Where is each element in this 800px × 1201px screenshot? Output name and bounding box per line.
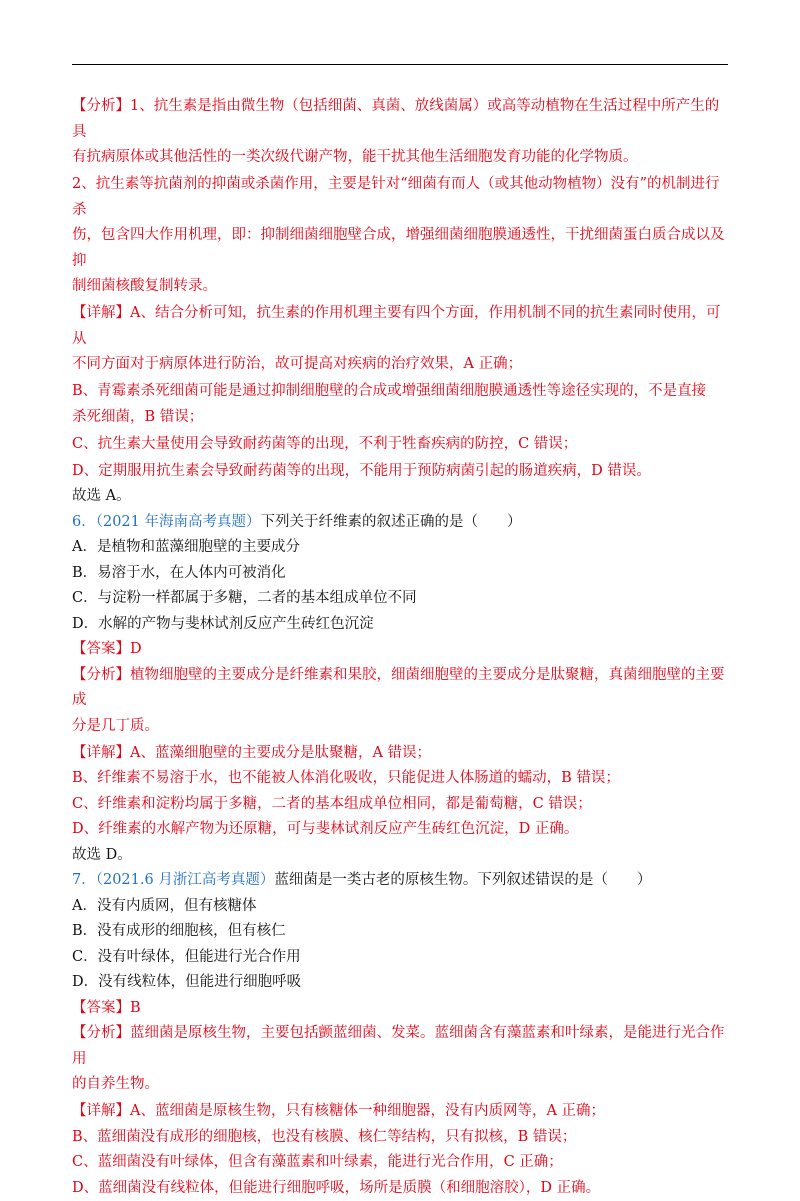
option-a: A．是植物和蓝藻细胞壁的主要成分 [72, 535, 730, 561]
detail-line: D、纤维素的水解产物为还原糖，可与斐林试剂反应产生砖红色沉淀，D 正确。 [72, 817, 730, 843]
analysis-line: 2、抗生素等抗菌剂的抑菌或杀菌作用，主要是针对“细菌有而人（或其他动物植物）没有”的机制进行杀 [72, 172, 730, 223]
option-c: C．与淀粉一样都属于多糖，二者的基本组成单位不同 [72, 586, 730, 612]
analysis-line: 【分析】1、抗生素是指由微生物（包括细菌、真菌、放线菌属）或高等动植物在生活过程中所产生的具 [72, 94, 730, 145]
detail-line: B、青霉素杀死细菌可能是通过抑制细胞壁的合成或增强细菌细胞膜通透性等途径实现的，不是直接 [72, 379, 730, 405]
conclusion-line: 故选 A。 [72, 484, 730, 510]
question-source: （2021 年海南高考真题） [96, 514, 261, 530]
analysis-line: 分是几丁质。 [72, 714, 730, 740]
page-content [72, 94, 730, 1201]
detail-line: D、定期服用抗生素会导致耐药菌等的出现，不能用于预防病菌引起的肠道疾病，D 错误。 [72, 459, 730, 485]
conclusion-line: 故选 D。 [72, 843, 730, 869]
option-c: C．没有叶绿体，但能进行光合作用 [72, 945, 730, 971]
question-text: 蓝细菌是一类古老的原核生物。下列叙述错误的是（ ） [274, 872, 651, 888]
option-d: D．水解的产物与斐林试剂反应产生砖红色沉淀 [72, 612, 730, 638]
detail-line: B、蓝细菌没有成形的细胞核，也没有核膜、核仁等结构，只有拟核，B 错误； [72, 1125, 730, 1151]
option-a: A．没有内质网，但有核糖体 [72, 894, 730, 920]
detail-line: 杀死细菌，B 错误； [72, 405, 730, 431]
analysis-line: 【分析】植物细胞壁的主要成分是纤维素和果胶，细菌细胞壁的主要成分是肽聚糖，真菌细胞壁的主要成 [72, 663, 730, 714]
detail-line: C、纤维素和淀粉均属于多糖，二者的基本组成单位相同，都是葡萄糖，C 错误； [72, 792, 730, 818]
analysis-line: 的自养生物。 [72, 1072, 730, 1098]
question-text: 下列关于纤维素的叙述正确的是（ ） [261, 514, 522, 530]
option-b: B．易溶于水，在人体内可被消化 [72, 561, 730, 587]
question-7-stem [72, 868, 730, 894]
question-number: 7． [72, 872, 96, 888]
answer-line: 【答案】D [72, 637, 730, 663]
detail-line: C、蓝细菌没有叶绿体，但含有藻蓝素和叶绿素，能进行光合作用，C 正确； [72, 1150, 730, 1176]
answer-line: 【答案】B [72, 996, 730, 1022]
analysis-line: 制细菌核酸复制转录。 [72, 274, 730, 300]
option-d: D．没有线粒体，但能进行细胞呼吸 [72, 970, 730, 996]
analysis-line: 伤，包含四大作用机理，即：抑制细菌细胞壁合成，增强细菌细胞膜通透性，干扰细菌蛋白质合成以及抑 [72, 223, 730, 274]
detail-line: D、蓝细菌没有线粒体，但能进行细胞呼吸，场所是质膜（和细胞溶胶），D 正确。 [72, 1176, 730, 1201]
question-number: 6． [72, 514, 96, 530]
detail-line: B、纤维素不易溶于水，也不能被人体消化吸收，只能促进人体肠道的蠕动，B 错误； [72, 766, 730, 792]
option-b: B．没有成形的细胞核，但有核仁 [72, 919, 730, 945]
analysis-line: 【分析】蓝细菌是原核生物，主要包括颤蓝细菌、发菜。蓝细菌含有藻蓝素和叶绿素，是能进行光合作用 [72, 1021, 730, 1072]
analysis-line: 有抗病原体或其他活性的一类次级代谢产物，能干扰其他生活细胞发育功能的化学物质。 [72, 145, 730, 171]
question-source: （2021.6 月浙江高考真题） [96, 872, 275, 888]
detail-line: 【详解】A、蓝细菌是原核生物，只有核糖体一种细胞器，没有内质网等，A 正确； [72, 1099, 730, 1125]
detail-line: C、抗生素大量使用会导致耐药菌等的出现，不利于牲畜疾病的防控，C 错误； [72, 432, 730, 458]
detail-line: 不同方面对于病原体进行防治，故可提高对疾病的治疗效果，A 正确； [72, 352, 730, 378]
detail-line: 【详解】A、结合分析可知，抗生素的作用机理主要有四个方面，作用机制不同的抗生素同时使用，可从 [72, 301, 730, 352]
header-rule [72, 64, 728, 65]
question-6-stem [72, 510, 730, 536]
detail-line: 【详解】A、蓝藻细胞壁的主要成分是肽聚糖，A 错误； [72, 741, 730, 767]
